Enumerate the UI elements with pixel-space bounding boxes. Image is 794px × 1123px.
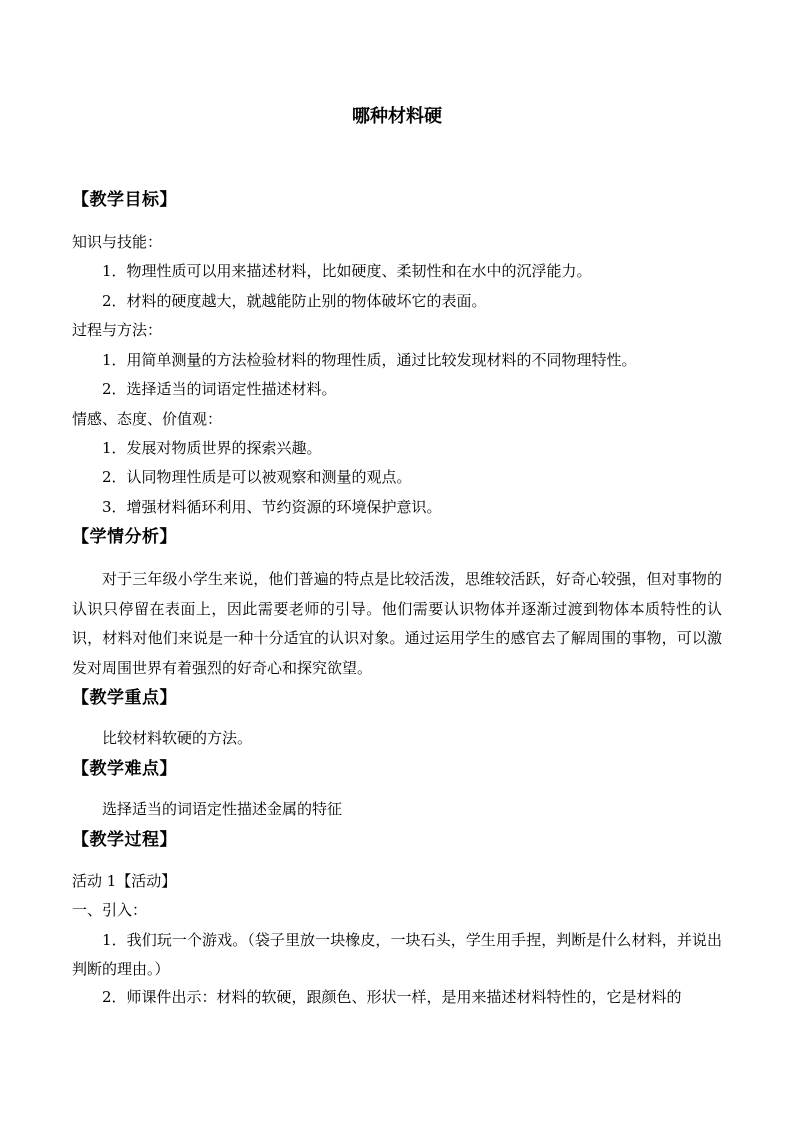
- process-step-2: 2．师课件出示：材料的软硬，跟颜色、形状一样，是用来描述材料特性的，它是材料的: [102, 988, 682, 1006]
- knowledge-item-2: 2．材料的硬度越大，就越能防止别的物体破坏它的表面。: [102, 292, 487, 310]
- heading-process: 【教学过程】: [72, 830, 177, 850]
- heading-objectives: 【教学目标】: [72, 190, 177, 210]
- knowledge-label: 知识与技能：: [72, 233, 163, 251]
- heading-key-point: 【教学重点】: [72, 688, 177, 708]
- emotion-label: 情感、态度、价值观：: [72, 410, 223, 428]
- activity-label: 活动 1【活动】: [72, 872, 177, 890]
- heading-difficulty: 【教学难点】: [72, 759, 177, 779]
- document-title: 哪种材料硬: [352, 106, 442, 127]
- process-label: 过程与方法：: [72, 321, 163, 339]
- emotion-item-1: 1．发展对物质世界的探索兴趣。: [102, 439, 322, 457]
- analysis-paragraph: 对于三年级小学生来说，他们普遍的特点是比较活泼，思维较活跃，好奇心较强，但对事物的认识只停留在表面上，因此需要老师的引导。他们需要认识物体并逐渐过渡到物体本质特性的认识，材料对他们来说是一种十分适宜的认识对象。通过运用学生的感官去了解周围的事物，可以激发对周围世界有着强烈的好奇心和探究欲望。: [72, 570, 722, 677]
- key-point-text: 比较材料软硬的方法。: [102, 729, 253, 747]
- difficulty-text: 选择适当的词语定性描述金属的特征: [102, 800, 343, 818]
- process-item-2: 2．选择适当的词语定性描述材料。: [102, 380, 337, 398]
- knowledge-item-1: 1．物理性质可以用来描述材料，比如硬度、柔韧性和在水中的沉浮能力。: [102, 262, 592, 280]
- process-item-1: 1．用简单测量的方法检验材料的物理性质，通过比较发现材料的不同物理特性。: [102, 351, 637, 369]
- intro-label: 一、引入：: [72, 901, 148, 919]
- emotion-item-3: 3．增强材料循环利用、节约资源的环境保护意识。: [102, 498, 442, 516]
- heading-analysis: 【学情分析】: [72, 527, 177, 547]
- process-step-1: 1．我们玩一个游戏。（袋子里放一块橡皮，一块石头，学生用手捏，判断是什么材料，并说出判断的理由。）: [72, 931, 722, 978]
- document-page: [72, 0, 722, 1123]
- emotion-item-2: 2．认同物理性质是可以被观察和测量的观点。: [102, 468, 412, 486]
